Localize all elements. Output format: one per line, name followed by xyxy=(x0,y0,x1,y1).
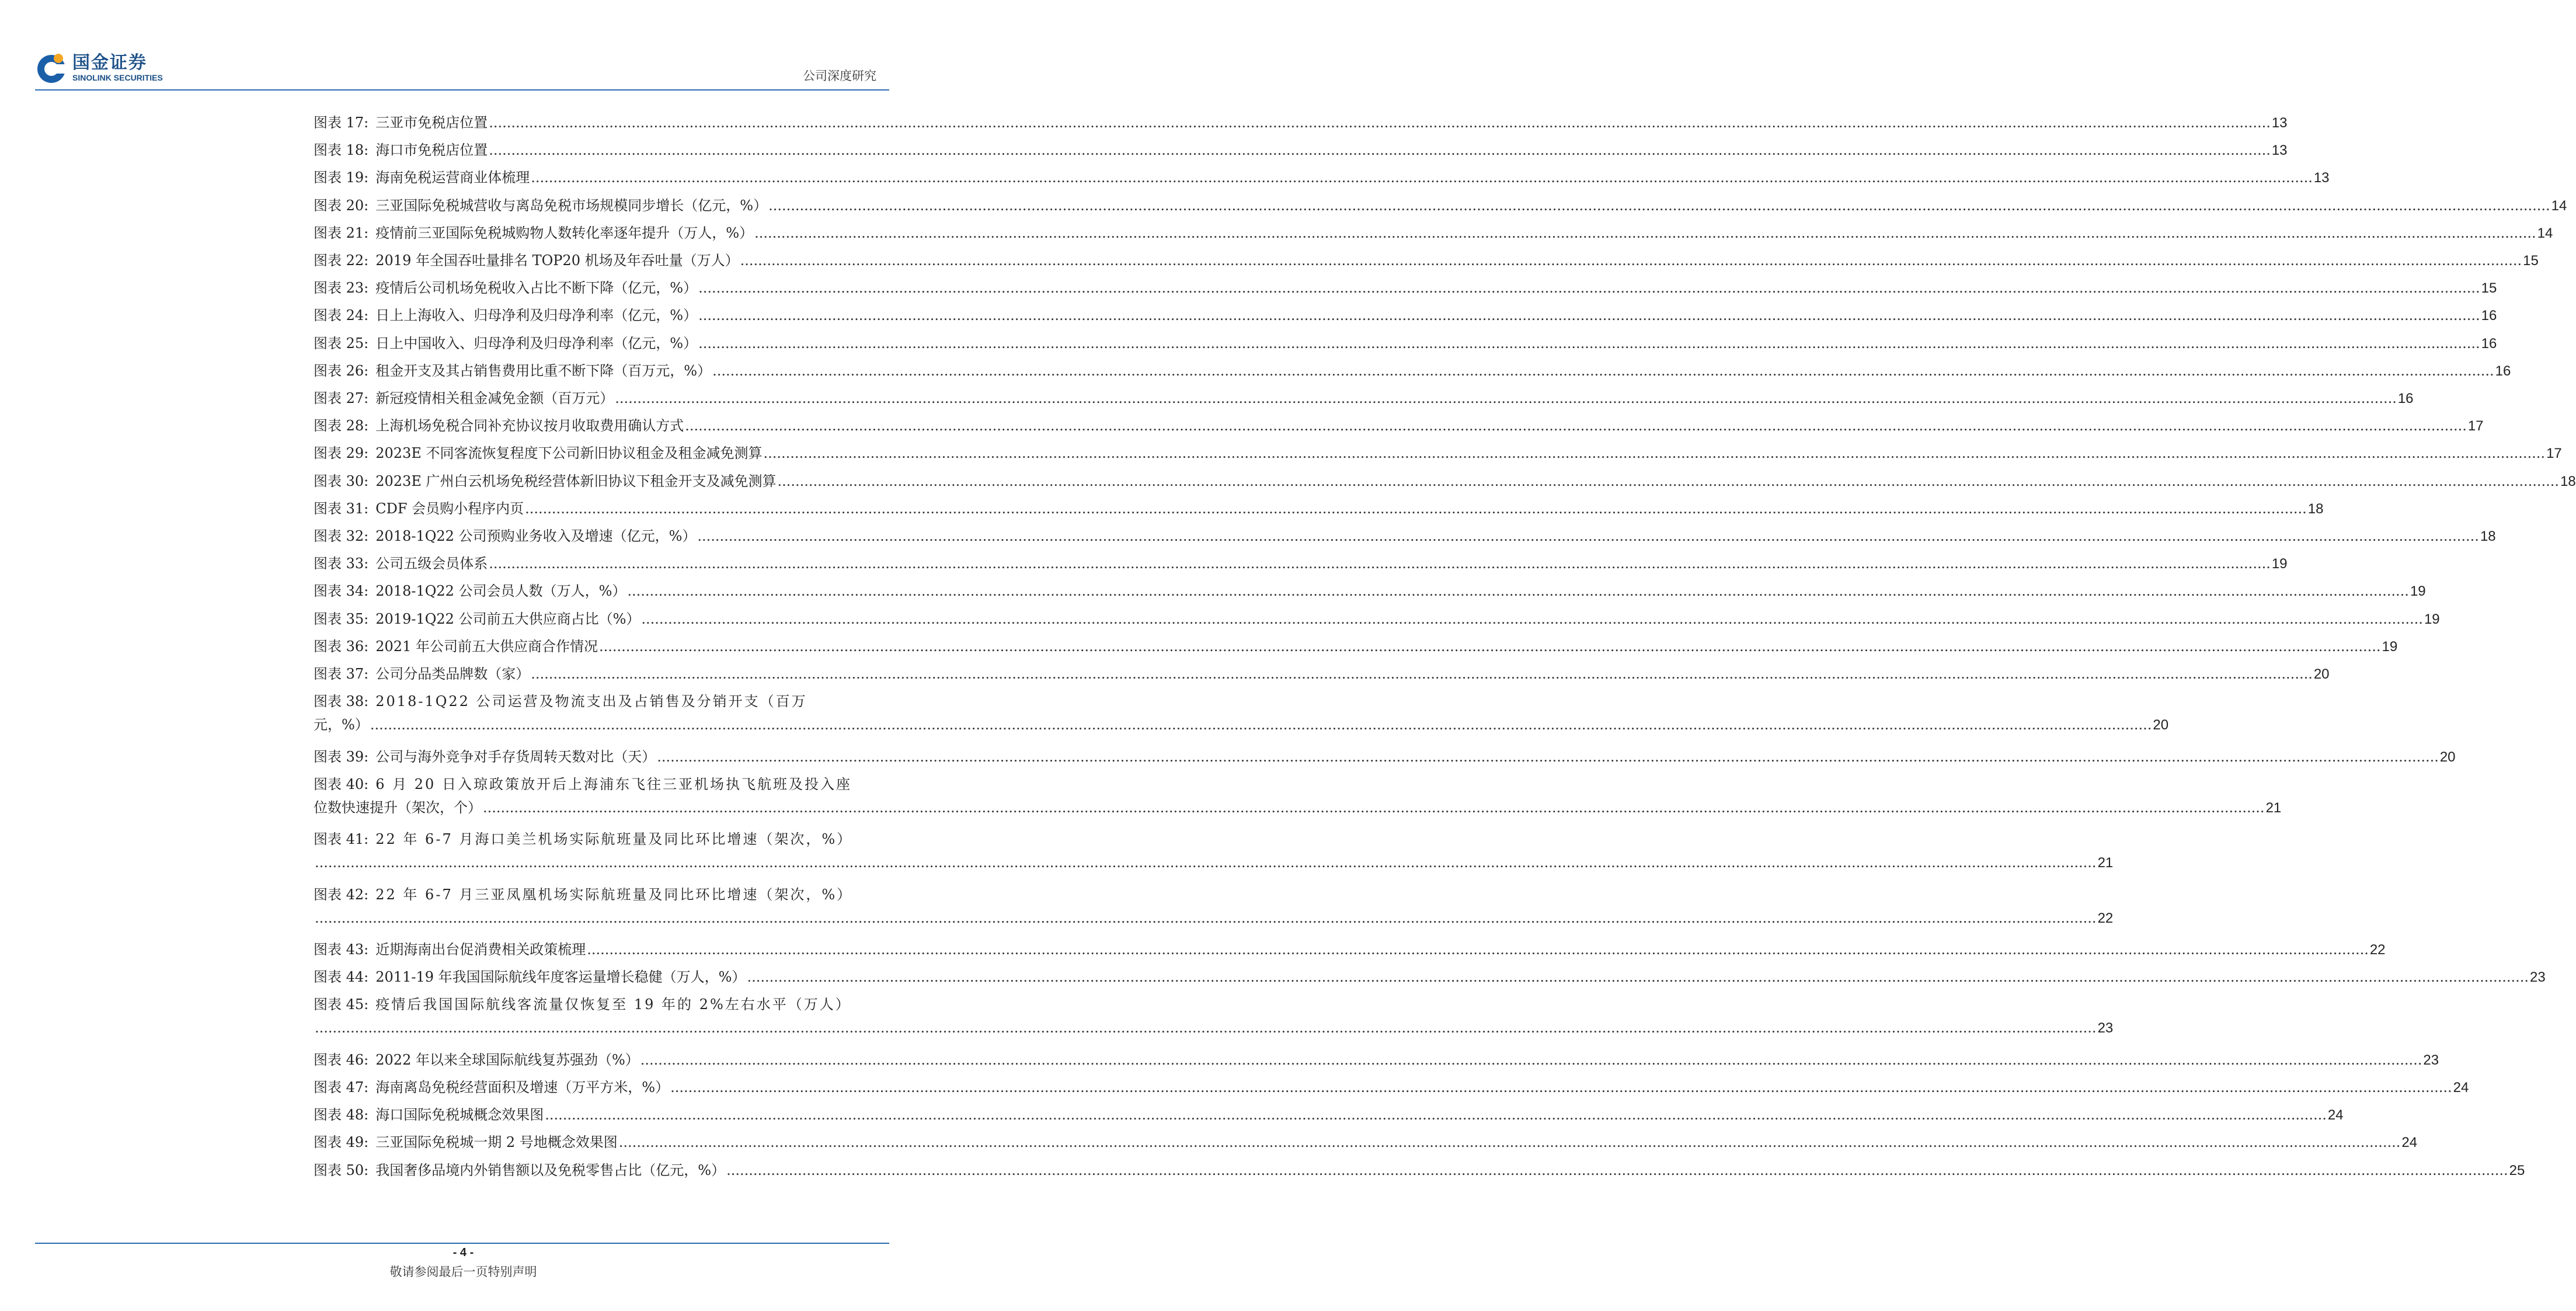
toc-entry-title: 疫情后我国国际航线客流量仅恢复至 19 年的 2%左右水平（万人） xyxy=(375,996,851,1013)
toc-leader-dots: ................................................................................................................................................................................................................................................................................................................................................................................................................ xyxy=(489,142,2271,159)
toc-entry-page: 19 xyxy=(2382,638,2398,655)
toc-leader-dots: ................................................................................................................................................................................................................................................................................................................................................................................................................ xyxy=(740,252,2522,269)
toc-entry[interactable] xyxy=(314,965,2546,989)
toc-leader-dots: ................................................................................................................................................................................................................................................................................................................................................................................................................ xyxy=(640,1051,2422,1068)
toc-entry-page: 14 xyxy=(2551,197,2567,214)
company-logo xyxy=(35,51,163,84)
toc-entry-line xyxy=(314,938,2386,961)
toc-entry-label: 图表 20: xyxy=(314,197,369,214)
toc-entry[interactable] xyxy=(314,332,2497,355)
toc-leader-dots: ................................................................................................................................................................................................................................................................................................................................................................................................................ xyxy=(587,941,2369,958)
toc-entry[interactable] xyxy=(314,387,2414,410)
toc-entry-page: 21 xyxy=(2265,799,2282,816)
toc-entry-page: 18 xyxy=(2307,500,2324,517)
toc-entry-label: 图表 26: xyxy=(314,362,369,379)
toc-entry-title: 公司五级会员体系 xyxy=(375,555,488,572)
toc-entry[interactable] xyxy=(314,883,2114,930)
toc-entry-title: 2023E 不同客流恢复程度下公司新旧协议租金及租金减免测算 xyxy=(375,445,763,462)
toc-entry-title: 2018-1Q22 公司预购业务收入及增速（亿元，%） xyxy=(375,528,697,544)
toc-entry-page: 24 xyxy=(2401,1135,2418,1151)
toc-entry-page: 22 xyxy=(2097,910,2114,926)
toc-leader-dots: ................................................................................................................................................................................................................................................................................................................................................................................................................ xyxy=(712,362,2494,379)
toc-entry-title: 2021 年公司前五大供应商合作情况 xyxy=(375,638,598,655)
toc-leader-dots: ................................................................................................................................................................................................................................................................................................................................................................................................................ xyxy=(641,610,2423,627)
toc-entry-title: 我国奢侈品境内外销售额以及免税零售占比（亿元，%） xyxy=(375,1162,726,1178)
toc-entry-page: 15 xyxy=(2523,253,2539,269)
logo-chinese-name: 国金证券 xyxy=(72,53,147,73)
toc-entry-line xyxy=(314,1016,2114,1039)
toc-entry[interactable] xyxy=(314,414,2484,437)
toc-entry-title: 2019 年全国吞吐量排名 TOP20 机场及年吞吐量（万人） xyxy=(375,252,739,269)
toc-entry-line xyxy=(314,1159,2525,1182)
toc-leader-dots: ................................................................................................................................................................................................................................................................................................................................................................................................................ xyxy=(698,280,2480,297)
toc-entry-page: 15 xyxy=(2481,280,2497,297)
toc-entry[interactable] xyxy=(314,607,2440,631)
toc-entry-page: 22 xyxy=(2369,942,2386,958)
toc-entry-title: 疫情前三亚国际免税城购物人数转化率逐年提升（万人，%） xyxy=(375,224,754,241)
toc-entry-label: 图表 29: xyxy=(314,445,369,462)
toc-entry-line xyxy=(314,552,2288,575)
toc-entry-label: 图表 34: xyxy=(314,583,369,600)
toc-entry-line xyxy=(314,414,2484,437)
toc-leader-dots: ................................................................................................................................................................................................................................................................................................................................................................................................................ xyxy=(618,1134,2401,1151)
toc-leader-dots: ................................................................................................................................................................................................................................................................................................................................................................................................................ xyxy=(489,555,2271,572)
toc-entry[interactable] xyxy=(314,1131,2418,1154)
toc-leader-dots: ................................................................................................................................................................................................................................................................................................................................................................................................................ xyxy=(726,1162,2508,1178)
toc-entry-line xyxy=(314,359,2511,382)
toc-entry-title: 新冠疫情相关租金减免金额（百万元） xyxy=(375,390,614,406)
toc-entry-label: 图表 27: xyxy=(314,390,369,406)
toc-entry-page: 23 xyxy=(2423,1052,2439,1068)
header-divider xyxy=(35,89,889,91)
toc-entry-label: 图表 21: xyxy=(314,224,369,241)
toc-entry-page: 24 xyxy=(2327,1107,2344,1124)
toc-leader-dots: ................................................................................................................................................................................................................................................................................................................................................................................................................ xyxy=(697,528,2479,544)
toc-entry[interactable] xyxy=(314,359,2511,382)
toc-entry[interactable] xyxy=(314,1048,2439,1072)
toc-entry-page: 20 xyxy=(2439,749,2456,765)
toc-entry[interactable] xyxy=(314,745,2456,768)
toc-entry-page: 16 xyxy=(2495,363,2511,379)
sinolink-logo-icon xyxy=(35,51,68,84)
toc-entry[interactable] xyxy=(314,690,2169,736)
report-type-label: 公司深度研究 xyxy=(803,69,876,83)
toc-entry[interactable] xyxy=(314,497,2324,520)
toc-entry-page: 17 xyxy=(2467,418,2484,434)
toc-entry[interactable] xyxy=(314,470,2576,493)
toc-entry-title: 2023E 广州白云机场免税经营体新旧协议下租金开支及减免测算 xyxy=(375,472,777,489)
toc-leader-dots: ................................................................................................................................................................................................................................................................................................................................................................................................................ xyxy=(747,969,2529,986)
toc-entry-title: 2018-1Q22 公司运营及物流支出及占销售及分销开支（百万 xyxy=(375,693,807,710)
toc-entry-label: 图表 28: xyxy=(314,418,369,434)
toc-leader-dots: ................................................................................................................................................................................................................................................................................................................................................................................................................ xyxy=(483,799,2265,816)
toc-entry-title: 近期海南出台促消费相关政策梳理 xyxy=(375,941,586,958)
toc-entry[interactable] xyxy=(314,635,2398,658)
toc-entry-title: 海口市免税店位置 xyxy=(375,142,488,159)
toc-entry-label: 图表 25: xyxy=(314,335,369,352)
toc-entry-line xyxy=(314,276,2497,300)
toc-entry-label: 图表 43: xyxy=(314,941,369,958)
toc-entry-line xyxy=(314,579,2426,603)
toc-entry-line xyxy=(314,1131,2418,1154)
toc-entry-page: 23 xyxy=(2097,1020,2114,1037)
toc-leader-dots: ................................................................................................................................................................................................................................................................................................................................................................................................................ xyxy=(777,472,2560,489)
toc-entry-line xyxy=(314,965,2546,989)
toc-entry[interactable] xyxy=(314,524,2496,548)
toc-entry-label: 图表 47: xyxy=(314,1079,369,1096)
toc-entry-label: 图表 38: xyxy=(314,693,369,710)
toc-leader-dots: ................................................................................................................................................................................................................................................................................................................................................................................................................ xyxy=(615,390,2397,406)
toc-entry-line xyxy=(314,827,879,851)
toc-entry-title: 日上上海收入、归母净利及归母净利率（亿元，%） xyxy=(375,307,698,324)
toc-entry-label: 图表 46: xyxy=(314,1051,369,1068)
toc-entry-title: 公司与海外竞争对手存货周转天数对比（天） xyxy=(375,748,656,765)
toc-entry-title: 三亚国际免税城营收与离岛免税市场规模同步增长（亿元，%） xyxy=(375,197,768,214)
toc-leader-dots: ................................................................................................................................................................................................................................................................................................................................................................................................................ xyxy=(531,169,2313,186)
toc-entry-title: 公司分品类品牌数（家） xyxy=(375,666,530,682)
toc-entry-page: 23 xyxy=(2530,969,2546,986)
toc-entry[interactable] xyxy=(314,1103,2344,1126)
toc-entry-page: 19 xyxy=(2410,583,2426,600)
toc-entry-title: 三亚市免税店位置 xyxy=(375,114,488,131)
toc-entry-page: 24 xyxy=(2453,1080,2469,1096)
toc-entry-line xyxy=(314,166,2330,189)
toc-entry-line xyxy=(314,497,2324,520)
toc-leader-dots: ................................................................................................................................................................................................................................................................................................................................................................................................................ xyxy=(315,909,2097,926)
toc-entry-line xyxy=(314,1048,2439,1072)
toc-entry-page: 21 xyxy=(2097,855,2114,871)
toc-entry[interactable] xyxy=(314,441,2562,465)
toc-entry-title: 22 年 6-7 月海口美兰机场实际航班量及同比环比增速（架次，%） xyxy=(375,831,853,848)
toc-entry[interactable] xyxy=(314,166,2330,189)
toc-entry-line xyxy=(314,1103,2344,1126)
toc-entry-title: 2022 年以来全球国际航线复苏强劲（%） xyxy=(375,1051,639,1068)
toc-entry[interactable] xyxy=(314,194,2567,217)
toc-leader-dots: ................................................................................................................................................................................................................................................................................................................................................................................................................ xyxy=(598,638,2381,655)
footer-disclaimer: 敬请参阅最后一页特别声明 xyxy=(389,1265,537,1279)
toc-entry-line xyxy=(314,470,2576,493)
toc-entry-line xyxy=(314,332,2497,355)
toc-entry[interactable] xyxy=(314,1076,2469,1099)
toc-entry-label: 图表 41: xyxy=(314,831,369,848)
toc-entry-page: 20 xyxy=(2153,717,2169,733)
toc-entry[interactable] xyxy=(314,304,2497,327)
toc-entry-line xyxy=(314,221,2553,245)
toc-entry-page: 13 xyxy=(2271,142,2288,159)
toc-entry-line xyxy=(314,993,879,1016)
toc-entry-line xyxy=(314,690,879,713)
toc-leader-dots: ................................................................................................................................................................................................................................................................................................................................................................................................................ xyxy=(670,1079,2452,1096)
toc-entry-label: 图表 23: xyxy=(314,280,369,297)
toc-entry-title: 海南离岛免税经营面积及增速（万平方米，%） xyxy=(375,1079,670,1096)
toc-entry[interactable] xyxy=(314,993,2114,1039)
toc-entry-label: 图表 48: xyxy=(314,1107,369,1124)
toc-entry-line xyxy=(314,524,2496,548)
toc-leader-dots: ................................................................................................................................................................................................................................................................................................................................................................................................................ xyxy=(763,445,2546,462)
toc-entry-label: 图表 17: xyxy=(314,114,369,131)
toc-entry[interactable] xyxy=(314,1159,2525,1182)
toc-entry-label: 图表 49: xyxy=(314,1134,369,1151)
toc-entry-label: 图表 19: xyxy=(314,169,369,186)
toc-entry-page: 19 xyxy=(2271,556,2288,572)
toc-entry-label: 图表 24: xyxy=(314,307,369,324)
toc-leader-dots: ................................................................................................................................................................................................................................................................................................................................................................................................................ xyxy=(768,197,2550,214)
toc-entry-line xyxy=(314,773,879,796)
toc-entry-line xyxy=(314,441,2562,465)
toc-entry-line xyxy=(314,1076,2469,1099)
toc-entry-line xyxy=(314,883,879,906)
toc-entry-line xyxy=(314,249,2539,272)
toc-entry[interactable] xyxy=(314,111,2288,134)
logo-english-name: SINOLINK SECURITIES xyxy=(72,73,163,82)
toc-entry[interactable] xyxy=(314,221,2553,245)
toc-entry-label: 图表 36: xyxy=(314,638,369,655)
toc-entry-title: 22 年 6-7 月三亚凤凰机场实际航班量及同比环比增速（架次，%） xyxy=(375,886,853,903)
toc-entry-label: 图表 45: xyxy=(314,996,369,1013)
toc-entry-line xyxy=(314,138,2288,162)
toc-entry-label: 图表 32: xyxy=(314,528,369,544)
toc-entry-label: 图表 18: xyxy=(314,142,369,159)
toc-entry-page: 14 xyxy=(2537,225,2553,241)
toc-entry-label: 图表 39: xyxy=(314,748,369,765)
toc-entry[interactable] xyxy=(314,662,2330,686)
toc-leader-dots: ................................................................................................................................................................................................................................................................................................................................................................................................................ xyxy=(698,307,2480,324)
toc-entry-label: 图表 44: xyxy=(314,969,369,986)
toc-entry-title-continued: 元，%） xyxy=(314,717,369,733)
toc-entry-page: 16 xyxy=(2481,308,2497,324)
page-header xyxy=(35,51,889,90)
toc-entry-page: 13 xyxy=(2313,170,2330,186)
toc-entry[interactable] xyxy=(314,276,2497,300)
toc-entry-label: 图表 42: xyxy=(314,886,369,903)
toc-leader-dots: ................................................................................................................................................................................................................................................................................................................................................................................................................ xyxy=(657,748,2439,765)
footer-divider xyxy=(35,1243,889,1244)
toc-entry[interactable] xyxy=(314,138,2288,162)
toc-entry-page: 20 xyxy=(2313,666,2330,682)
toc-entry-page: 18 xyxy=(2560,473,2576,489)
toc-leader-dots: ................................................................................................................................................................................................................................................................................................................................................................................................................ xyxy=(685,418,2467,434)
toc-entry-line xyxy=(314,662,2330,686)
toc-entry-page: 16 xyxy=(2481,335,2497,352)
toc-entry[interactable] xyxy=(314,249,2539,272)
toc-entry-label: 图表 50: xyxy=(314,1162,369,1178)
toc-entry-title: 2018-1Q22 公司会员人数（万人，%） xyxy=(375,583,626,600)
toc-entry[interactable] xyxy=(314,579,2426,603)
toc-entry[interactable] xyxy=(314,938,2386,961)
toc-entry-page: 17 xyxy=(2546,446,2562,462)
toc-entry-label: 图表 40: xyxy=(314,776,369,792)
toc-entry-line xyxy=(314,607,2440,631)
toc-entry-page: 19 xyxy=(2424,611,2440,627)
toc-entry-page: 13 xyxy=(2271,115,2288,131)
toc-entry-line xyxy=(314,635,2398,658)
toc-entry[interactable] xyxy=(314,552,2288,575)
toc-entry-title: 疫情后公司机场免税收入占比不断下降（亿元，%） xyxy=(375,280,698,297)
toc-entry-label: 图表 31: xyxy=(314,500,369,517)
toc-leader-dots: ................................................................................................................................................................................................................................................................................................................................................................................................................ xyxy=(370,717,2152,733)
toc-entry-line xyxy=(314,906,2114,930)
toc-entry-label: 图表 37: xyxy=(314,666,369,682)
toc-entry[interactable] xyxy=(314,773,2282,819)
toc-entry-page: 25 xyxy=(2509,1162,2525,1178)
toc-leader-dots: ................................................................................................................................................................................................................................................................................................................................................................................................................ xyxy=(315,1020,2097,1037)
toc-entry-page: 16 xyxy=(2397,391,2414,406)
toc-entry-page: 18 xyxy=(2480,528,2496,544)
toc-entry-title: 海口国际免税城概念效果图 xyxy=(375,1107,544,1124)
toc-entry-line xyxy=(314,304,2497,327)
toc-entry-label: 图表 33: xyxy=(314,555,369,572)
toc-entry-label: 图表 22: xyxy=(314,252,369,269)
toc-leader-dots: ................................................................................................................................................................................................................................................................................................................................................................................................................ xyxy=(489,114,2271,131)
toc-entry-line xyxy=(314,713,2169,736)
toc-entry-title: CDF 会员购小程序内页 xyxy=(375,500,524,517)
toc-entry[interactable] xyxy=(314,827,2114,874)
toc-entry-line xyxy=(314,111,2288,134)
toc-entry-title: 2011-19 年我国国际航线年度客运量增长稳健（万人，%） xyxy=(375,969,746,986)
toc-entry-title: 6 月 20 日入琼政策放开后上海浦东飞往三亚机场执飞航班及投入座 xyxy=(375,776,852,792)
toc-entry-title: 上海机场免税合同补充协议按月收取费用确认方式 xyxy=(375,418,684,434)
toc-entry-line xyxy=(314,745,2456,768)
toc-leader-dots: ................................................................................................................................................................................................................................................................................................................................................................................................................ xyxy=(315,854,2097,871)
toc-entry-title: 2019-1Q22 公司前五大供应商占比（%） xyxy=(375,610,640,627)
toc-leader-dots: ................................................................................................................................................................................................................................................................................................................................................................................................................ xyxy=(754,224,2536,241)
toc-entry-title: 日上中国收入、归母净利及归母净利率（亿元，%） xyxy=(375,335,698,352)
toc-entry-title-continued: 位数快速提升（架次，个） xyxy=(314,799,482,816)
toc-entry-title: 租金开支及其占销售费用比重不断下降（百万元，%） xyxy=(375,362,712,379)
toc-entry-line xyxy=(314,194,2567,217)
toc-entry-label: 图表 35: xyxy=(314,610,369,627)
toc-entry-title: 海南免税运营商业体梳理 xyxy=(375,169,530,186)
toc-leader-dots: ................................................................................................................................................................................................................................................................................................................................................................................................................ xyxy=(525,500,2307,517)
page-number: - 4 - xyxy=(452,1246,474,1259)
toc-leader-dots: ................................................................................................................................................................................................................................................................................................................................................................................................................ xyxy=(627,583,2409,600)
toc-leader-dots: ................................................................................................................................................................................................................................................................................................................................................................................................................ xyxy=(531,666,2313,682)
toc-entry-line xyxy=(314,387,2414,410)
toc-leader-dots: ................................................................................................................................................................................................................................................................................................................................................................................................................ xyxy=(545,1107,2327,1124)
toc-entry-label: 图表 30: xyxy=(314,472,369,489)
toc-entry-line xyxy=(314,796,2282,819)
toc-leader-dots: ................................................................................................................................................................................................................................................................................................................................................................................................................ xyxy=(698,335,2480,352)
toc-entry-line xyxy=(314,851,2114,874)
toc-entry-title: 三亚国际免税城一期 2 号地概念效果图 xyxy=(375,1134,618,1151)
